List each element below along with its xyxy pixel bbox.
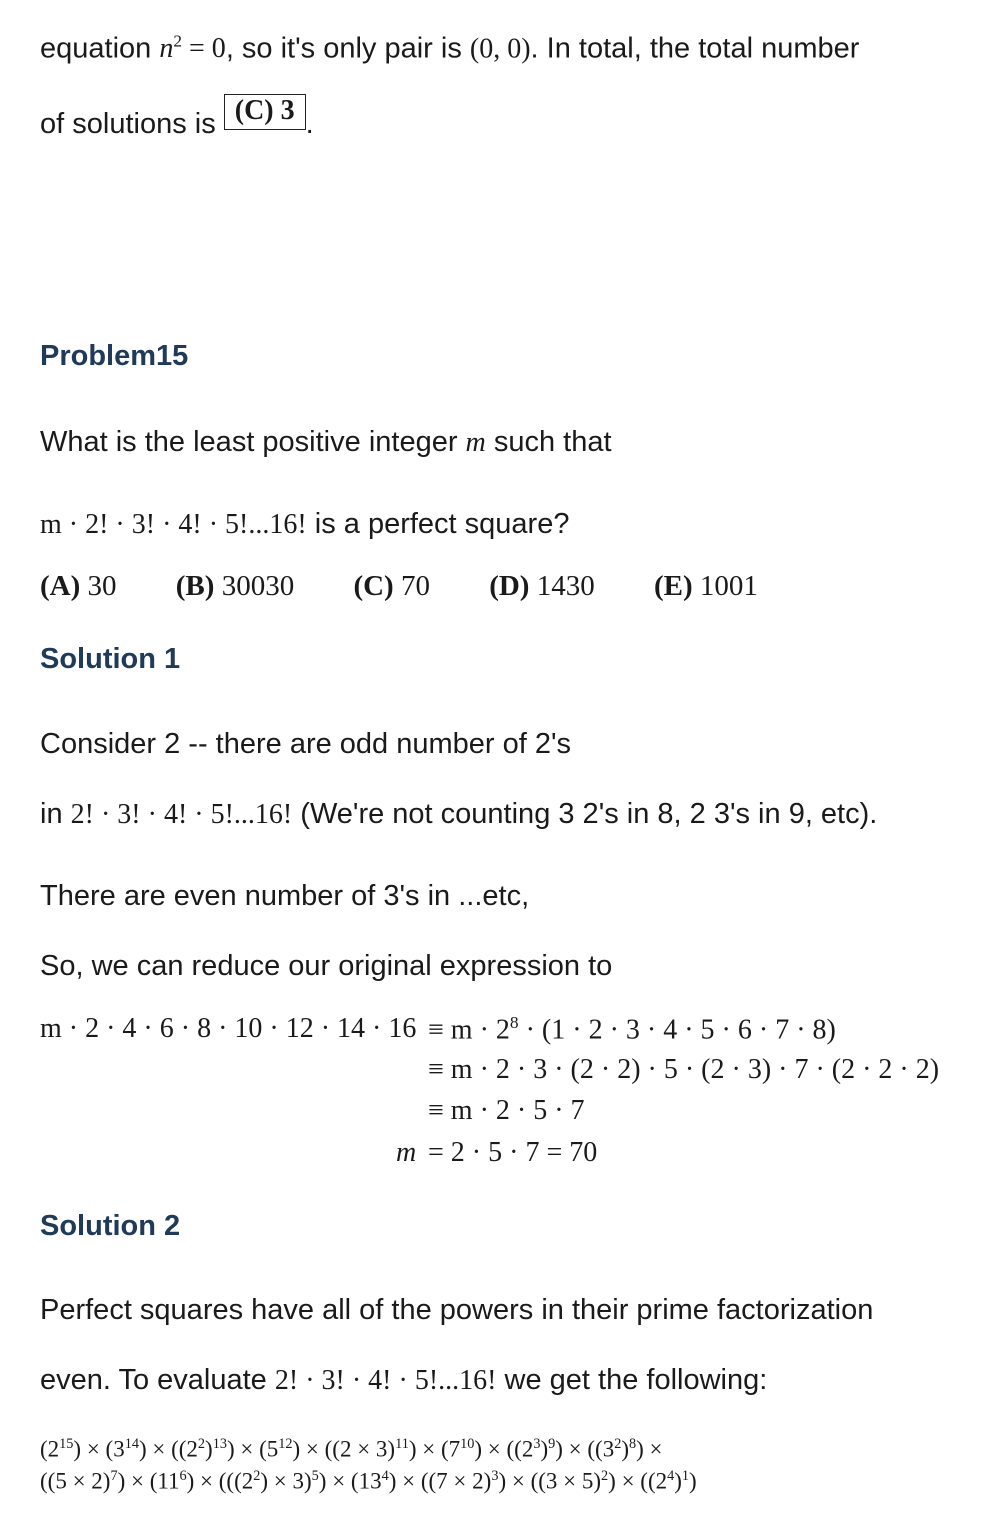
equation-row-3: ≡ m · 2 · 5 · 7: [428, 1095, 585, 1126]
intro-line-2: [40, 95, 314, 144]
problem-question-line-2: [40, 508, 569, 541]
solution-text: in: [40, 798, 71, 830]
choice-b: (B) 30030: [175, 570, 295, 602]
solution-2-heading: Solution 2: [40, 1210, 181, 1242]
choice-a: (A) 30: [40, 570, 117, 602]
equation-row-1-right: ≡ $m \cdot 2^8 \cdot (1 \cdot 2 \cdot 3 \cdot 4 \cdot 5 \cdot 6 \cdot 7 \cdot 8)$: [428, 1013, 836, 1046]
problem-heading: Problem15: [40, 340, 189, 372]
equation-row-4-left: m: [396, 1137, 417, 1168]
solution-1-paragraph-4: So, we can reduce our original expression to: [40, 950, 613, 982]
intro-text: .: [305, 108, 314, 140]
boxed-answer: (C) 3: [224, 94, 306, 130]
choice-c: (C) 70: [353, 570, 430, 602]
choice-e: (E) 1001: [653, 570, 758, 602]
solution-1-paragraph-2: [40, 798, 877, 831]
equation-row-4-right: = 2 · 5 · 7 = 70: [428, 1137, 598, 1168]
solution-text: (We're not counting 3 2's in 8, 2 3's in 9, etc).: [292, 798, 878, 830]
solution-text: even. To evaluate: [40, 1364, 275, 1396]
intro-text: . In total, the total number: [530, 32, 860, 65]
solution-text: we get the following:: [496, 1364, 768, 1396]
factorial-product-expression: 2! · 3! · 4! · 5!...16!: [70, 799, 293, 830]
factorization-line-2: $((5 \times 2)^7) \times (11^6) \times (((2^2) \times 3)^5) \times (13^4) \times ((7 \times 2)^3) \times ((3 \times 5)^2) \times ((2^4)^1)$: [40, 1468, 697, 1494]
solution-1-paragraph-3: There are even number of 3's in ...etc,: [40, 880, 530, 912]
solution-2-paragraph-1: Perfect squares have all of the powers in their prime factorization: [40, 1294, 874, 1326]
choice-d: (D) 1430: [489, 570, 595, 602]
solution-1-heading: Solution 1: [40, 643, 181, 675]
pair-value: (0, 0): [469, 33, 531, 65]
question-text: is a perfect square?: [306, 508, 570, 540]
answer-choices: [40, 570, 810, 603]
intro-text: equation: [40, 32, 160, 65]
equation-row-2: ≡ m · 2 · 3 · (2 · 2) · 5 · (2 · 3) · 7 · (2 · 2 · 2): [428, 1054, 940, 1085]
intro-text: , so it's only pair is: [225, 32, 470, 65]
equation-n-squared: $n^2 = 0$: [159, 32, 226, 65]
intro-text: of solutions is: [40, 108, 224, 140]
question-text: What is the least positive integer: [40, 426, 466, 458]
equation-row-1-left: m · 2 · 4 · 6 · 8 · 10 · 12 · 14 · 16: [40, 1013, 417, 1044]
factorial-product-expression: m · 2! · 3! · 4! · 5!...16!: [40, 509, 307, 540]
solution-2-paragraph-2: [40, 1364, 767, 1397]
variable-m: m: [465, 427, 486, 458]
problem-question-line-1: [40, 426, 612, 459]
intro-line-1: [40, 32, 859, 65]
factorization-line-1: $(2^{15}) \times (3^{14}) \times ((2^2)^{13}) \times (5^{12}) \times ((2 \times 3)^{11}) \times (7^{10}) \times ((2^3)^9) \times ((3^2)^8)$ ×: [40, 1436, 663, 1462]
question-text: such that: [485, 426, 612, 458]
factorial-product-expression: 2! · 3! · 4! · 5!...16!: [274, 1365, 497, 1396]
solution-1-paragraph-1: Consider 2 -- there are odd number of 2's: [40, 728, 572, 760]
